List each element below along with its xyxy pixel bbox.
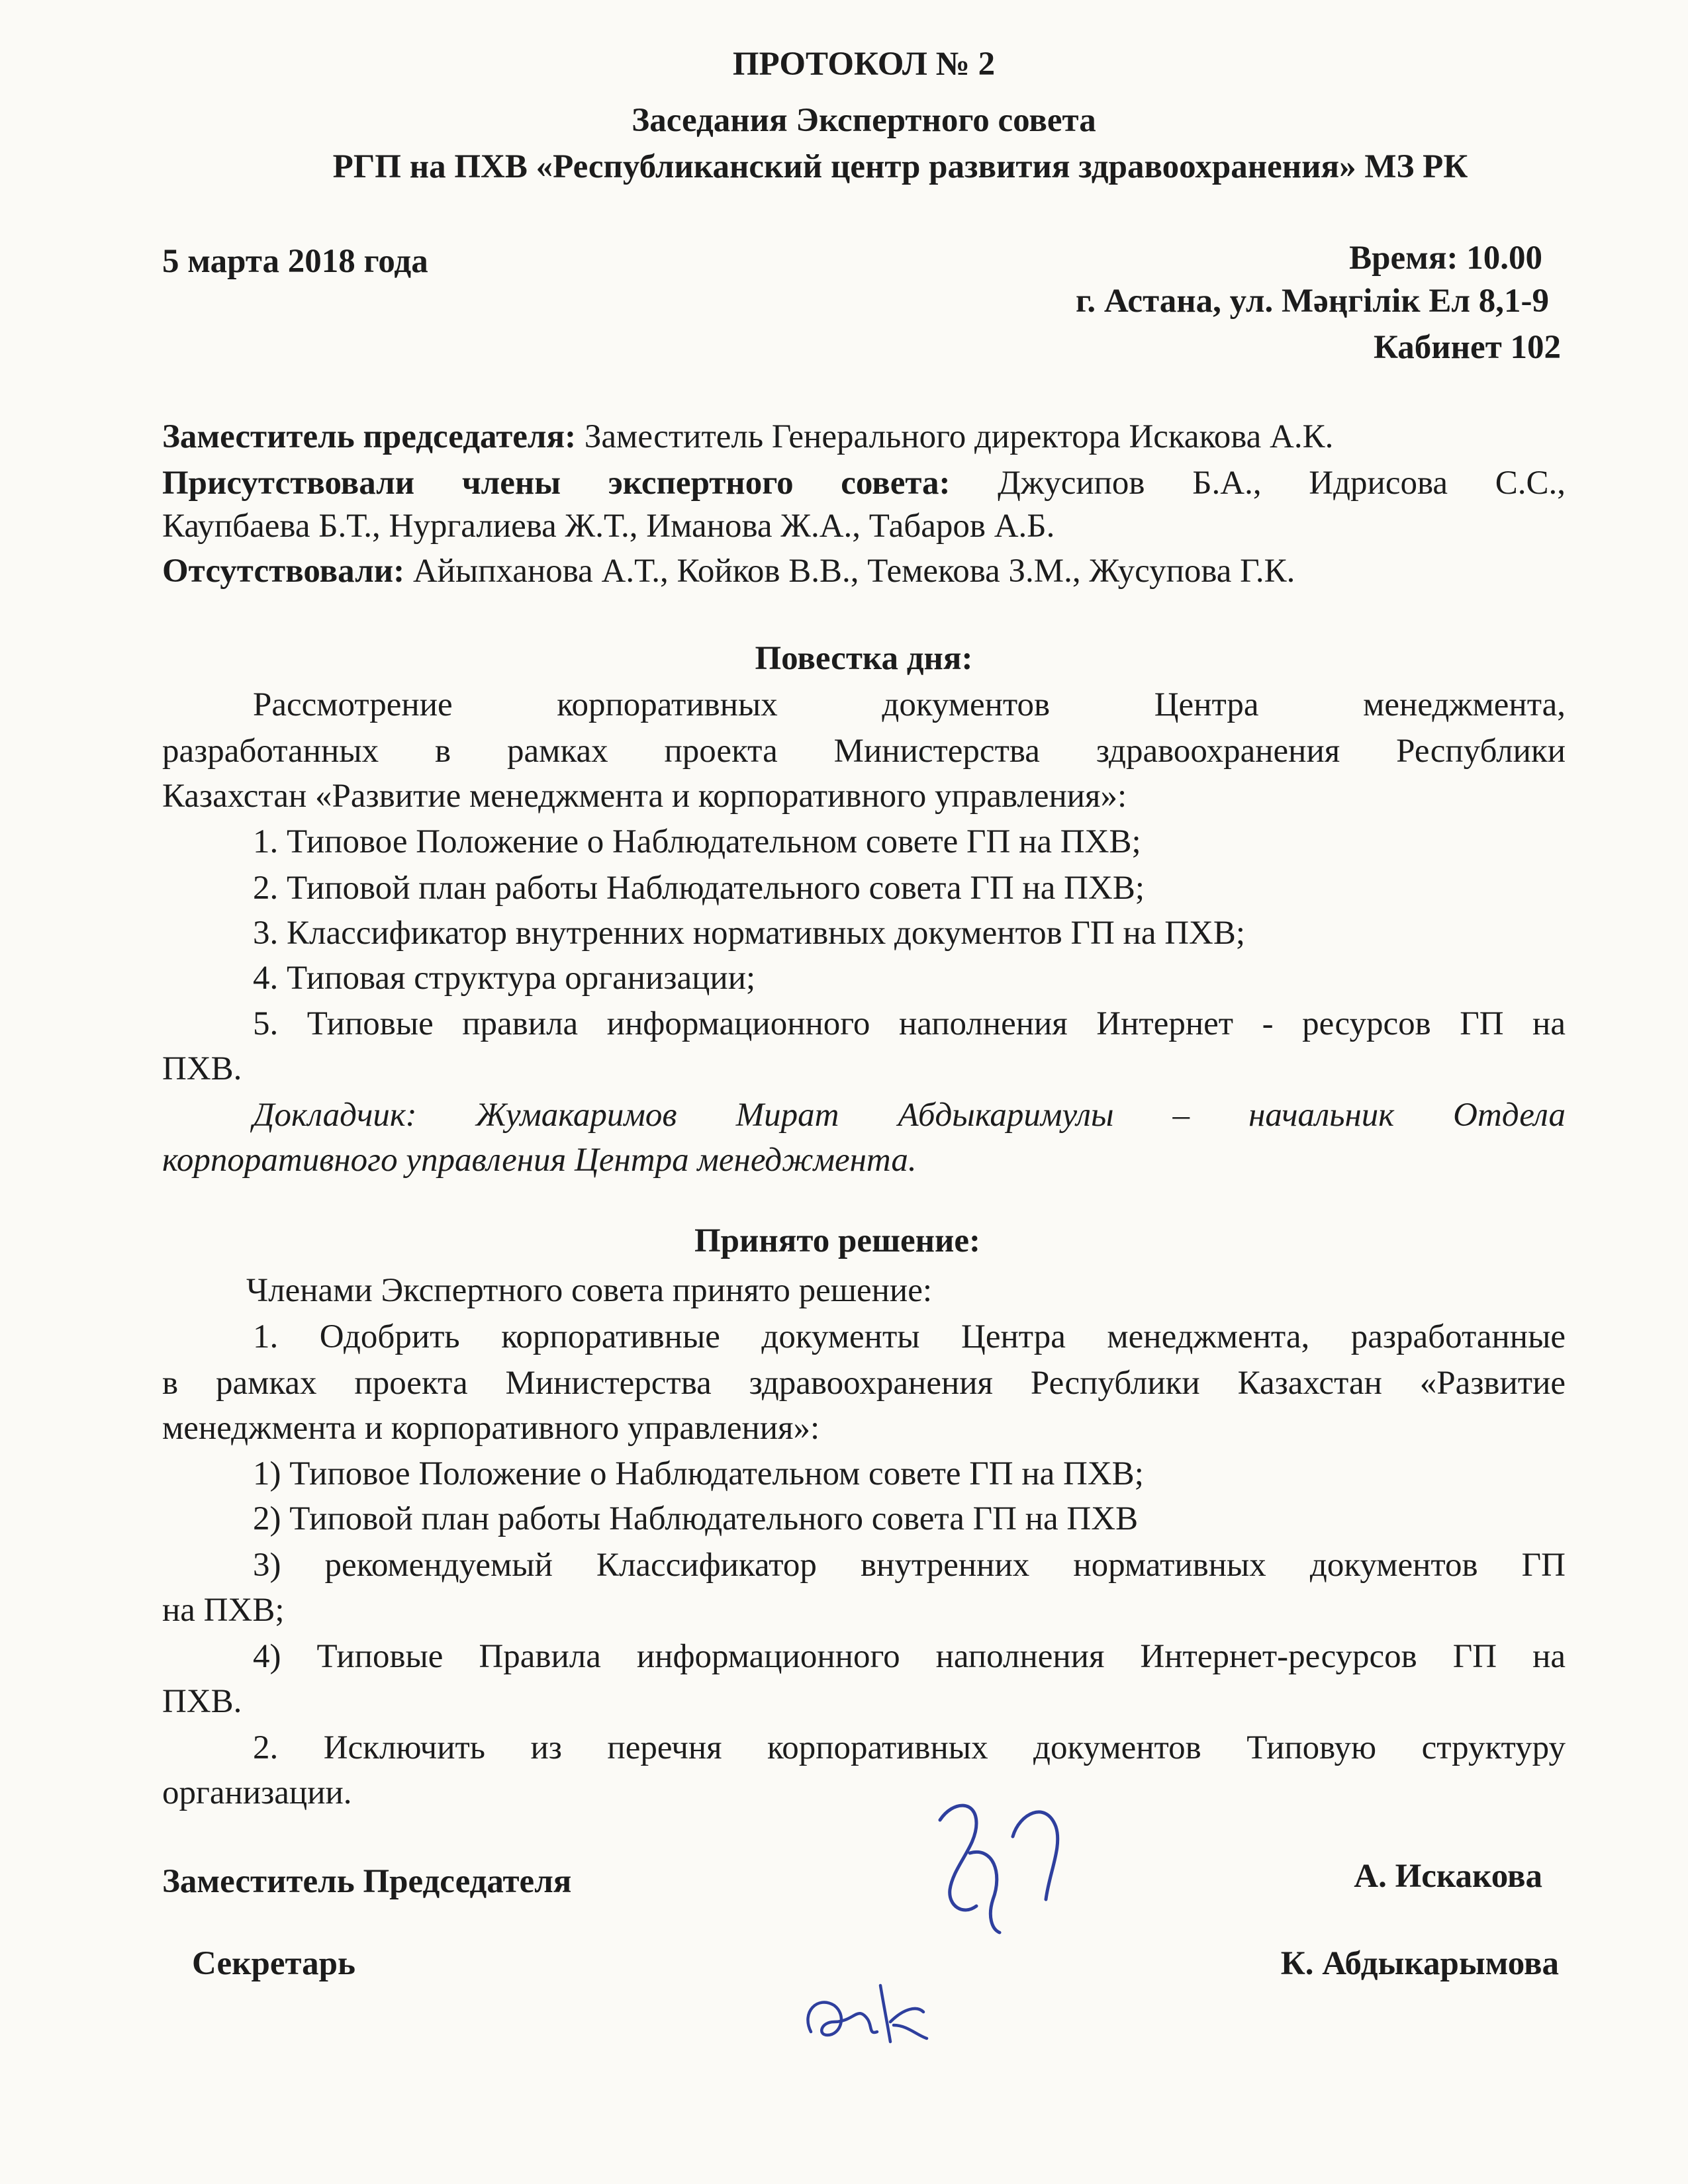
agenda-item-2: 2. Типовой план работы Наблюдательного совета ГП на ПХВ; [253,870,1145,907]
speaker-line-2: корпоративного управления Центра менеджмента. [162,1142,917,1179]
deputy-chair-name: А. Искакова [1354,1858,1542,1895]
present-members-label: Присутствовали члены экспертного совета: [162,465,951,502]
decision-point-1-line-2: в рамках проекта Министерства здравоохранения Республики Казахстан «Развитие [162,1365,1566,1402]
speaker-line-1: Докладчик: Жумакаримов Мират Абдыкаримулы – начальник Отдела [253,1097,1566,1134]
decision-heading: Принято решение: [694,1222,981,1259]
meeting-date: 5 марта 2018 года [162,243,428,280]
agenda-item-5-line-2: ПХВ. [162,1050,242,1087]
present-members-line-2: Каупбаева Б.Т., Нургалиева Ж.Т., Иманова Ж.А., Табаров А.Б. [162,508,1055,545]
absent-members-label: Отсутствовали: [162,553,405,590]
deputy-chair-signature [914,1774,1086,1946]
deputy-chair-role: Заместитель Председателя [162,1863,572,1900]
absent-members-line [162,548,1566,594]
present-members-value-1: Джусипов Б.А., Идрисова С.С., [950,465,1566,502]
decision-sub-3-line-2: на ПХВ; [162,1592,285,1629]
agenda-item-3: 3. Классификатор внутренних нормативных документов ГП на ПХВ; [253,915,1246,952]
present-members-line [162,460,1566,506]
decision-sub-3-line-1: 3) рекомендуемый Классификатор внутренних нормативных документов ГП [253,1547,1566,1584]
decision-point-2-line-1: 2. Исключить из перечня корпоративных документов Типовую структуру [253,1729,1566,1766]
decision-point-1-line-1: 1. Одобрить корпоративные документы Центра менеджмента, разработанные [253,1318,1566,1355]
agenda-item-5-line-1: 5. Типовые правила информационного наполнения Интернет - ресурсов ГП на [253,1005,1566,1042]
deputy-chair-line [162,414,1566,460]
meeting-time: Время: 10.00 [1349,240,1542,277]
decision-sub-1: 1) Типовое Положение о Наблюдательном совете ГП на ПХВ; [253,1455,1144,1492]
decision-sub-2: 2) Типовой план работы Наблюдательного совета ГП на ПХВ [253,1500,1139,1537]
decision-point-1-line-3: менеджмента и корпоративного управления»: [162,1410,820,1447]
absent-members-value: Айыпханова А.Т., Койков В.В., Темекова З.М., Жусупова Г.К. [404,553,1295,590]
secretary-name: К. Абдыкарымова [1280,1945,1559,1982]
deputy-chair-label: Заместитель председателя: [162,418,577,455]
decision-sub-4-line-2: ПХВ. [162,1683,242,1720]
meeting-room: Кабинет 102 [1373,329,1561,366]
secretary-signature [794,1959,947,2058]
agenda-item-1: 1. Типовое Положение о Наблюдательном совете ГП на ПХВ; [253,823,1141,860]
agenda-intro-line-1: Рассмотрение корпоративных документов Центра менеджмента, [253,686,1566,723]
agenda-intro-line-3: Казахстан «Развитие менеджмента и корпоративного управления»: [162,778,1127,815]
decision-point-2-line-2: организации. [162,1774,352,1811]
protocol-title: ПРОТОКОЛ № 2 [732,46,996,83]
agenda-intro-line-2: разработанных в рамках проекта Министерства здравоохранения Республики [162,733,1566,770]
meeting-address: г. Астана, ул. Мәңгілік Ел 8,1-9 [1075,283,1549,320]
organization-name: РГП на ПХВ «Республиканский центр развития здравоохранения» МЗ РК [332,148,1468,185]
agenda-item-4: 4. Типовая структура организации; [253,960,756,997]
protocol-subtitle: Заседания Экспертного совета [632,102,1096,139]
secretary-role: Секретарь [192,1945,355,1982]
decision-intro: Членами Экспертного совета принято решение: [246,1272,933,1309]
agenda-heading: Повестка дня: [755,640,973,677]
deputy-chair-value: Заместитель Генерального директора Искакова А.К. [576,418,1334,455]
decision-sub-4-line-1: 4) Типовые Правила информационного наполнения Интернет-ресурсов ГП на [253,1638,1566,1675]
